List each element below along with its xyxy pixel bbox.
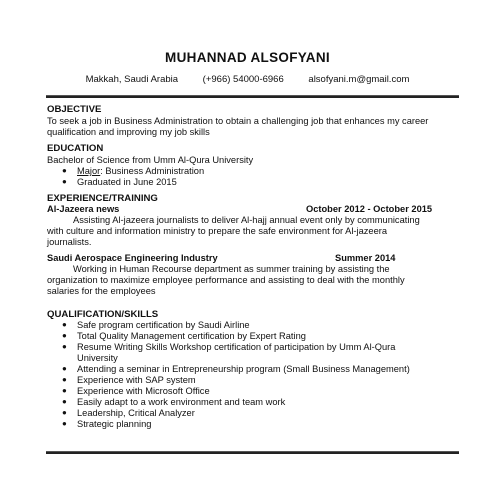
skill-item: Attending a seminar in Entrepreneurship program (Small Business Management) — [77, 364, 410, 374]
email-text: alsofyani.m@gmail.com — [308, 74, 410, 85]
job-1-dates: October 2012 - October 2015 — [306, 204, 433, 214]
contact-line — [0, 74, 495, 85]
education-graduated: Graduated in June 2015 — [77, 177, 177, 187]
education-heading: EDUCATION — [47, 143, 104, 154]
skill-item: Total Quality Management certification by Expert Rating — [77, 331, 306, 341]
bullet-icon: ● — [62, 375, 67, 384]
job-2-line-1: Working in Human Recourse department as summer training by assisting the — [73, 264, 390, 274]
resume-name: MUHANNAD ALSOFYANI — [165, 50, 330, 65]
skill-item: Strategic planning — [77, 419, 152, 429]
bullet-icon: ● — [62, 342, 67, 351]
objective-line-1: To seek a job in Business Administration to obtain a challenging job that enhances my career — [47, 116, 429, 126]
top-divider — [46, 95, 459, 98]
location-text: Makkah, Saudi Arabia — [85, 74, 179, 85]
skill-item: Experience with SAP system — [77, 375, 196, 385]
phone-text: (+966) 54000-6966 — [202, 74, 284, 85]
skill-item-continued: University — [77, 353, 118, 363]
skill-item: Resume Writing Skills Workshop certification of participation by Umm Al-Qura — [77, 342, 396, 352]
bullet-icon: ● — [62, 364, 67, 373]
bottom-divider — [46, 451, 459, 454]
skill-item: Easily adapt to a work environment and team work — [77, 397, 286, 407]
education-major: Major: Business Administration — [77, 166, 205, 176]
skills-heading: QUALIFICATION/SKILLS — [47, 309, 159, 320]
bullet-icon: ● — [62, 166, 67, 175]
job-2-org: Saudi Aerospace Engineering Industry — [47, 253, 218, 263]
job-2-line-3: salaries for the employees — [47, 286, 156, 296]
bullet-icon: ● — [62, 397, 67, 406]
objective-heading: OBJECTIVE — [47, 104, 102, 115]
skill-item: Experience with Microsoft Office — [77, 386, 210, 396]
job-1-line-1: Assisting Al-jazeera journalists to deliver Al-hajj annual event only by communicating — [73, 215, 420, 225]
skill-item: Safe program certification by Saudi Airline — [77, 320, 250, 330]
job-1-line-2: with culture and information ministry to prepare the safe environment for Al-jazeera — [47, 226, 388, 236]
bullet-icon: ● — [62, 177, 67, 186]
job-2-line-2: organization to maximize employee performance and assisting to deal with the monthly — [47, 275, 405, 285]
education-degree: Bachelor of Science from Umm Al-Qura University — [47, 155, 254, 165]
bullet-icon: ● — [62, 419, 67, 428]
bullet-icon: ● — [62, 408, 67, 417]
skill-item: Leadership, Critical Analyzer — [77, 408, 195, 418]
bullet-icon: ● — [62, 320, 67, 329]
job-1-line-3: journalists. — [47, 237, 92, 247]
bullet-icon: ● — [62, 386, 67, 395]
bullet-icon: ● — [62, 331, 67, 340]
job-1-org: Al-Jazeera news — [47, 204, 120, 214]
objective-line-2: qualification and improving my job skills — [47, 127, 210, 137]
job-2-dates: Summer 2014 — [335, 253, 396, 263]
experience-heading: EXPERIENCE/TRAINING — [47, 193, 158, 204]
